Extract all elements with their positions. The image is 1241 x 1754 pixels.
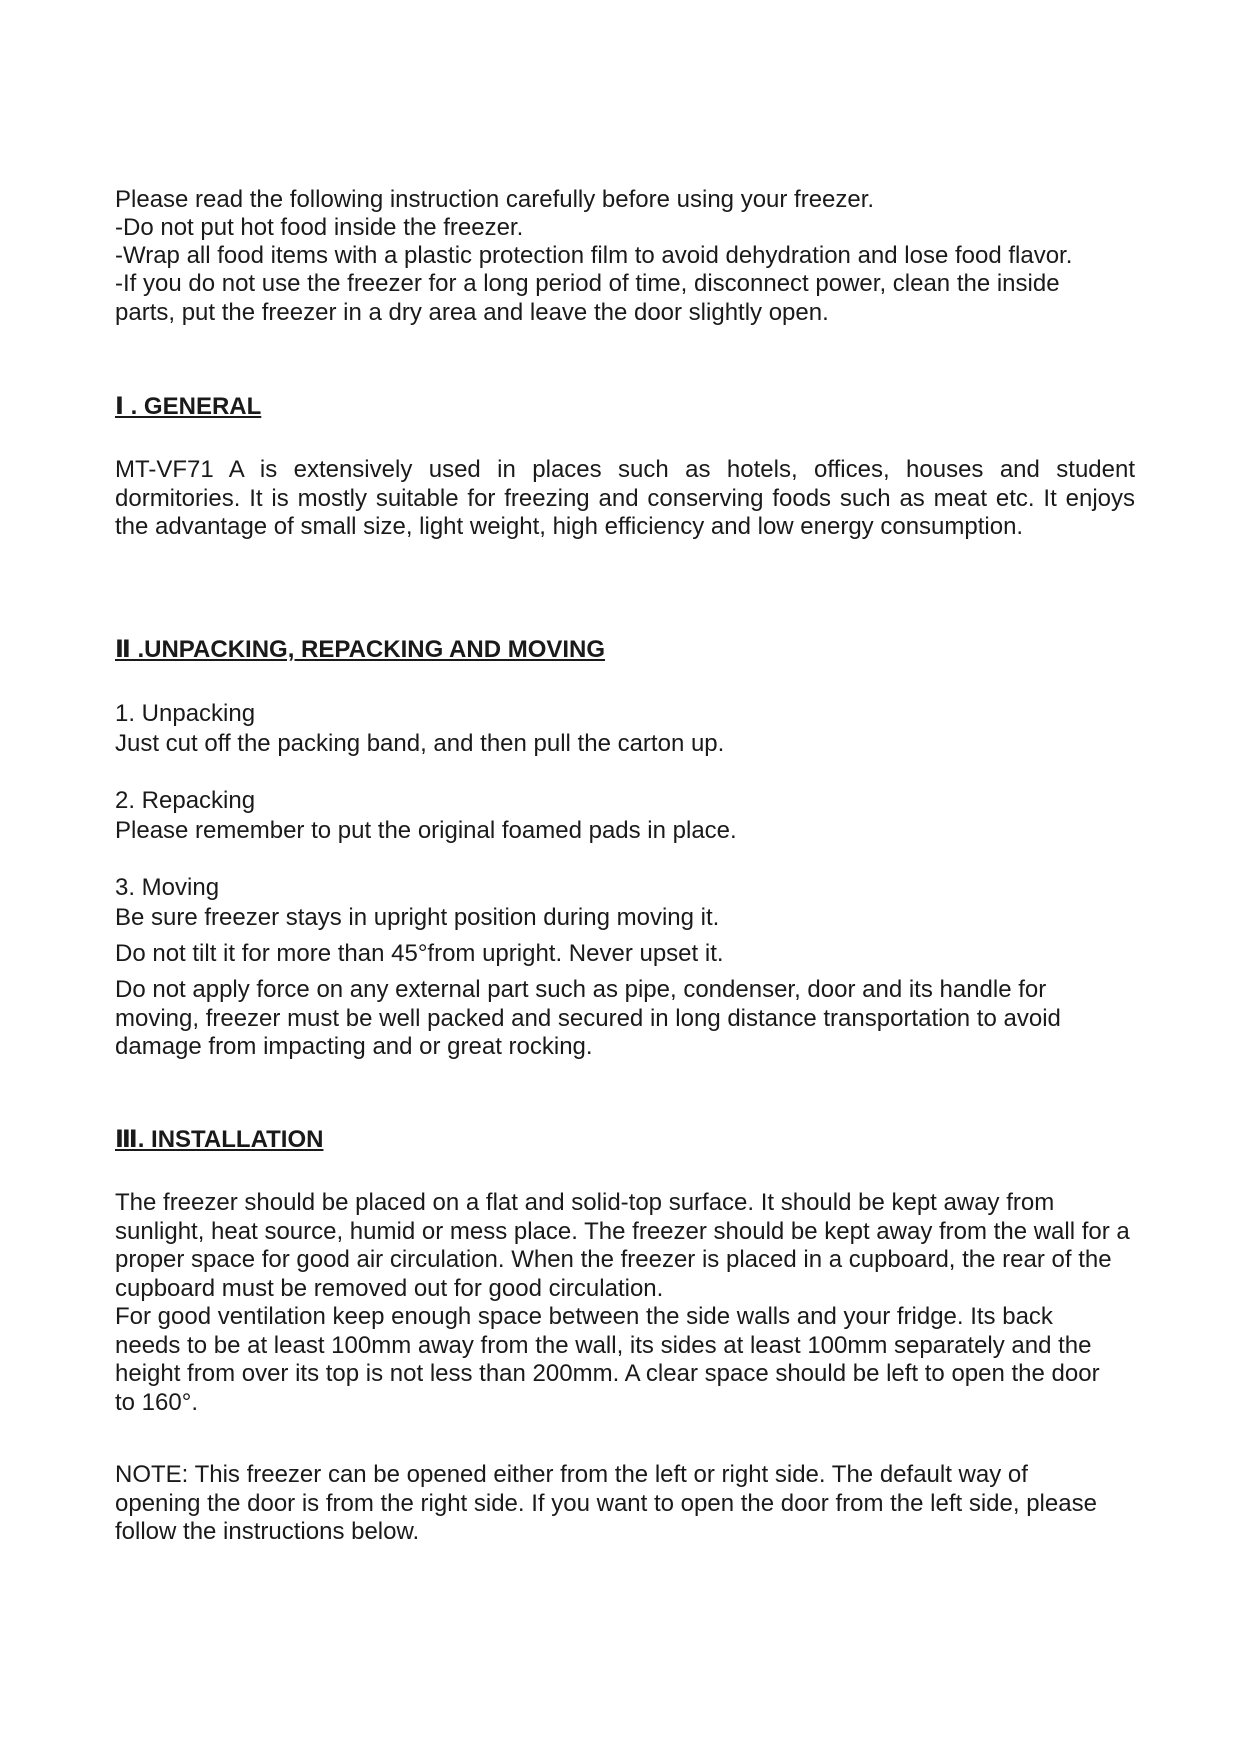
general-paragraph: MT-VF71 A is extensively used in places such as hotels, offices, houses and student dormitories. It is mostly suitable for freezing and conserving foods such as meat etc. It enjoys the advantage of small size, light weight, high efficiency and low energy consumption. [115,456,1135,540]
heading-general: Ⅰ . GENERAL [115,393,262,420]
repacking-title: 2. Repacking [115,787,256,814]
installation-paragraph-2: For good ventilation keep enough space between the side walls and your fridge. Its back needs to be at least 100mm away from the wall, its sides at least 100mm separately and the height from over its top is not less than 200mm. A clear space should be left to open the door to 160°. [115,1303,1100,1416]
intro-line-4: -If you do not use the freezer for a long period of time, disconnect power, clean the inside parts, put the freezer in a dry area and leave the door slightly open. [115,270,1060,326]
moving-line-2: Do not tilt it for more than 45°from upright. Never upset it. [115,940,724,967]
repacking-body: Please remember to put the original foamed pads in place. [115,817,737,844]
moving-title: 3. Moving [115,874,220,901]
installation-note: NOTE: This freezer can be opened either from the left or right side. The default way of opening the door is from the right side. If you want to open the door from the left side, please follow the instructions below. [115,1461,1097,1545]
unpacking-body: Just cut off the packing band, and then pull the carton up. [115,730,725,757]
moving-line-1: Be sure freezer stays in upright position during moving it. [115,904,720,931]
intro-line-2: -Do not put hot food inside the freezer. [115,214,524,241]
unpacking-title: 1. Unpacking [115,700,256,727]
intro-line-1: Please read the following instruction carefully before using your freezer. [115,186,875,213]
heading-unpacking: Ⅱ .UNPACKING, REPACKING AND MOVING [115,636,606,663]
installation-paragraph-1: The freezer should be placed on a flat and solid-top surface. It should be kept away from sunlight, heat source, humid or mess place. The freezer should be kept away from the wall for a proper space for good air circulation. When the freezer is placed in a cupboard, the rear of the cupboard must be removed out for good circulation. [115,1189,1130,1302]
moving-line-3: Do not apply force on any external part such as pipe, condenser, door and its handle for moving, freezer must be well packed and secured in long distance transportation to avoid damage from impacting and or great rocking. [115,976,1061,1060]
heading-installation: Ⅲ. INSTALLATION [115,1126,324,1153]
intro-line-3: -Wrap all food items with a plastic protection film to avoid dehydration and lose food flavor. [115,242,1073,269]
